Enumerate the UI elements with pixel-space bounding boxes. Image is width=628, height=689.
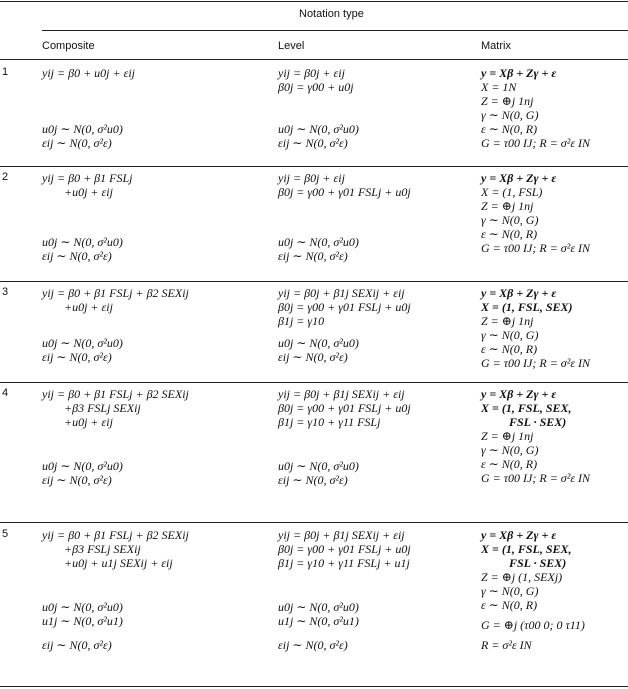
row-1-matrix <box>481 66 590 150</box>
row-2-matrix-gr: G = τ00 IJ; R = σ²ε IN <box>481 241 591 255</box>
row-3-divider <box>0 382 628 383</box>
row-5-composite-eq1: yij = β0 + β1 FSLj + β2 SEXij <box>42 528 189 542</box>
row-1-matrix-x: X = 1N <box>481 80 517 94</box>
row-2-matrix-eps: ε ∼ N(0, R) <box>481 227 538 241</box>
row-2-matrix-gamma: γ ∼ N(0, G) <box>481 213 539 227</box>
row-3-level-dist <box>278 336 359 364</box>
row-5-level <box>278 528 411 570</box>
row-5-matrix-model: y = Xβ + Zγ + ε <box>481 528 557 542</box>
row-2-matrix-model: y = Xβ + Zγ + ε <box>481 171 557 185</box>
row-3-level-u0: u0j ∼ N(0, σ²u0) <box>278 336 359 350</box>
row-4-matrix-x: X = (1, FSL, SEX, <box>481 401 572 415</box>
row-2-id: 2 <box>2 171 9 183</box>
row-4-matrix-gr: G = τ00 IJ; R = σ²ε IN <box>481 471 591 485</box>
row-3-composite <box>42 286 189 314</box>
notation-type-heading: Notation type <box>299 8 364 20</box>
row-2-matrix-z: Z = ⊕j 1nj <box>481 199 534 213</box>
row-2-matrix <box>481 171 590 255</box>
row-5-level-u1: u1j ∼ N(0, σ²u1) <box>278 614 359 628</box>
row-4-matrix-model: y = Xβ + Zγ + ε <box>481 387 557 401</box>
row-2-level-u0: u0j ∼ N(0, σ²u0) <box>278 235 359 249</box>
row-4-composite-dist <box>42 459 123 487</box>
row-4-eps-dist: εij ∼ N(0, σ²ε) <box>42 473 112 487</box>
row-4-composite-eq1: yij = β0 + β1 FSLj + β2 SEXij <box>42 387 189 401</box>
row-5-composite-eq3: +u0j + u1j SEXij + εij <box>64 556 173 570</box>
col-matrix-header: Matrix <box>481 40 511 52</box>
row-5-matrix-x-cont: FSL · SEX) <box>509 556 567 570</box>
row-1-level <box>278 66 354 94</box>
row-4-matrix-z: Z = ⊕j 1nj <box>481 429 534 443</box>
row-3-matrix-gr: G = τ00 IJ; R = σ²ε IN <box>481 356 591 370</box>
row-3-matrix <box>481 286 590 370</box>
row-3-matrix-eps: ε ∼ N(0, R) <box>481 342 538 356</box>
row-3-u0-dist: u0j ∼ N(0, σ²u0) <box>42 336 123 350</box>
header-bottom-rule <box>0 59 628 60</box>
row-5-matrix-gamma: γ ∼ N(0, G) <box>481 584 539 598</box>
row-5-matrix <box>481 528 585 652</box>
row-1-u0-dist: u0j ∼ N(0, σ²u0) <box>42 122 123 136</box>
row-2-level-eq1: yij = β0j + εij <box>278 171 345 185</box>
header-subrule <box>42 30 628 31</box>
row-5-composite <box>42 528 189 570</box>
row-3-matrix-x: X = (1, FSL, SEX) <box>481 300 573 314</box>
row-5-eps-dist: εij ∼ N(0, σ²ε) <box>42 638 112 652</box>
row-1-composite-eq: yij = β0 + u0j + εij <box>42 66 135 80</box>
row-2-level <box>278 171 411 199</box>
row-4-divider <box>0 522 628 523</box>
row-2-divider <box>0 281 628 282</box>
row-5-composite-dist <box>42 600 123 652</box>
row-4-level-eq1: yij = β0j + β1j SEXij + εij <box>278 387 405 401</box>
row-3-composite-eq2: +u0j + εij <box>64 300 113 314</box>
row-4-level <box>278 387 411 429</box>
row-5-u0-dist: u0j ∼ N(0, σ²u0) <box>42 600 123 614</box>
row-5-matrix-eps: ε ∼ N(0, R) <box>481 598 538 612</box>
row-3-matrix-model: y = Xβ + Zγ + ε <box>481 286 557 300</box>
row-4-composite <box>42 387 189 429</box>
row-4-level-u0: u0j ∼ N(0, σ²u0) <box>278 459 359 473</box>
bottom-rule <box>0 686 628 687</box>
row-5-level-eq2: β0j = γ00 + γ01 FSLj + u0j <box>278 542 411 556</box>
row-2-eps-dist: εij ∼ N(0, σ²ε) <box>42 249 112 263</box>
row-1-id: 1 <box>2 66 9 78</box>
row-4-composite-eq2: +β3 FSLj SEXij <box>64 401 141 415</box>
row-1-composite <box>42 66 135 80</box>
row-1-matrix-gr: G = τ00 IJ; R = σ²ε IN <box>481 136 591 150</box>
row-5-composite-eq2: +β3 FSLj SEXij <box>64 542 141 556</box>
row-4-level-dist <box>278 459 359 487</box>
row-2-matrix-x: X = (1, FSL) <box>481 185 543 199</box>
row-2-composite-eq1: yij = β0 + β1 FSLj <box>42 171 133 185</box>
row-3-eps-dist: εij ∼ N(0, σ²ε) <box>42 350 112 364</box>
row-2-level-eps: εij ∼ N(0, σ²ε) <box>278 249 348 263</box>
row-1-matrix-eps: ε ∼ N(0, R) <box>481 122 538 136</box>
row-5-matrix-z: Z = ⊕j (1, SEXj) <box>481 570 563 584</box>
row-1-eps-dist: εij ∼ N(0, σ²ε) <box>42 136 112 150</box>
row-4-level-eq2: β0j = γ00 + γ01 FSLj + u0j <box>278 401 411 415</box>
row-1-divider <box>0 166 628 167</box>
row-5-level-eq3: β1j = γ10 + γ11 FSLj + u1j <box>278 556 410 570</box>
row-4-matrix-gamma: γ ∼ N(0, G) <box>481 443 539 457</box>
row-2-level-eq2: β0j = γ00 + γ01 FSLj + u0j <box>278 185 411 199</box>
row-2-composite <box>42 171 132 199</box>
col-level-header: Level <box>278 40 305 52</box>
row-4-u0-dist: u0j ∼ N(0, σ²u0) <box>42 459 123 473</box>
row-3-level-eq2: β0j = γ00 + γ01 FSLj + u0j <box>278 300 411 314</box>
row-4-id: 4 <box>2 387 9 399</box>
row-5-u1-dist: u1j ∼ N(0, σ²u1) <box>42 614 123 628</box>
row-4-level-eq3: β1j = γ10 + γ11 FSLj <box>278 415 381 429</box>
row-3-level-eps: εij ∼ N(0, σ²ε) <box>278 350 348 364</box>
row-1-matrix-gamma: γ ∼ N(0, G) <box>481 108 539 122</box>
row-4-matrix <box>481 387 590 485</box>
row-3-level <box>278 286 411 328</box>
row-1-composite-dist <box>42 122 123 150</box>
row-1-matrix-model: y = Xβ + Zγ + ε <box>481 66 557 80</box>
row-1-matrix-z: Z = ⊕j 1nj <box>481 94 534 108</box>
row-3-composite-dist <box>42 336 123 364</box>
row-2-composite-dist <box>42 235 123 263</box>
row-3-level-eq3: β1j = γ10 <box>278 314 325 328</box>
row-5-id: 5 <box>2 528 9 540</box>
row-3-level-eq1: yij = β0j + β1j SEXij + εij <box>278 286 405 300</box>
row-3-id: 3 <box>2 286 9 298</box>
row-5-level-dist <box>278 600 359 652</box>
row-5-matrix-x: X = (1, FSL, SEX, <box>481 542 572 556</box>
row-3-composite-eq1: yij = β0 + β1 FSLj + β2 SEXij <box>42 286 189 300</box>
row-5-level-eps: εij ∼ N(0, σ²ε) <box>278 638 348 652</box>
row-1-level-dist <box>278 122 359 150</box>
row-4-composite-eq3: +u0j + εij <box>64 415 113 429</box>
row-5-level-u0: u0j ∼ N(0, σ²u0) <box>278 600 359 614</box>
row-3-matrix-z: Z = ⊕j 1nj <box>481 314 534 328</box>
row-5-matrix-r: R = σ²ε IN <box>481 638 532 652</box>
row-5-matrix-g: G = ⊕j (τ00 0; 0 τ11) <box>481 618 585 632</box>
row-5-level-eq1: yij = β0j + β1j SEXij + εij <box>278 528 405 542</box>
row-1-level-eq1: yij = β0j + εij <box>278 66 345 80</box>
row-2-u0-dist: u0j ∼ N(0, σ²u0) <box>42 235 123 249</box>
row-1-level-eps: εij ∼ N(0, σ²ε) <box>278 136 348 150</box>
row-1-level-u0: u0j ∼ N(0, σ²u0) <box>278 122 359 136</box>
row-4-matrix-eps: ε ∼ N(0, R) <box>481 457 538 471</box>
row-1-level-eq2: β0j = γ00 + u0j <box>278 80 354 94</box>
row-4-level-eps: εij ∼ N(0, σ²ε) <box>278 473 348 487</box>
row-2-level-dist <box>278 235 359 263</box>
row-2-composite-eq2: +u0j + εij <box>64 185 113 199</box>
row-4-matrix-x-cont: FSL · SEX) <box>509 415 567 429</box>
top-rule <box>0 1 628 2</box>
col-composite-header: Composite <box>42 40 95 52</box>
row-3-matrix-gamma: γ ∼ N(0, G) <box>481 328 539 342</box>
